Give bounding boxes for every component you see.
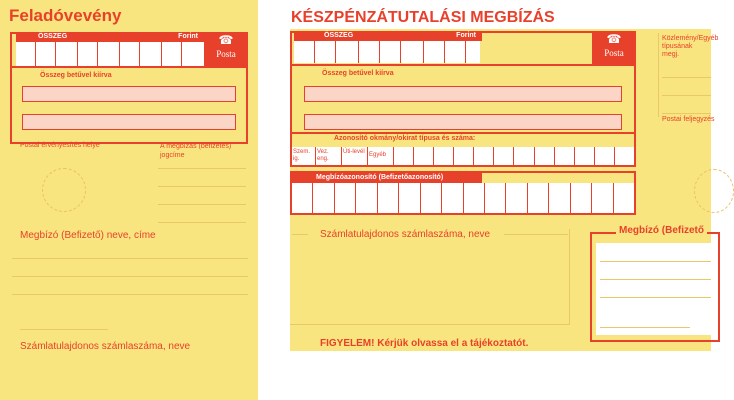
amount-digit-cell[interactable] [336, 41, 359, 63]
amount-digit-cell[interactable] [182, 42, 204, 66]
amount-digit-cell[interactable] [424, 41, 445, 63]
id-digit-cell[interactable] [555, 147, 575, 165]
payer-id-cells[interactable] [292, 183, 634, 213]
amount-digit-cell[interactable] [315, 41, 336, 63]
right-account-area [290, 229, 570, 325]
amount-digit-cell[interactable] [56, 42, 78, 66]
left-amount-divider [12, 66, 246, 68]
right-account-line-right [504, 234, 568, 235]
left-validation-label: Postai érvényesítés helye [20, 142, 100, 149]
right-amount-digit-cells[interactable] [294, 41, 594, 63]
left-jogcim-line [158, 168, 246, 169]
doc-type-egyeb[interactable]: Egyéb [368, 147, 394, 165]
amount-digit-cell[interactable] [359, 41, 380, 63]
amount-digit-cell[interactable] [162, 42, 182, 66]
amount-digit-cell[interactable] [466, 41, 480, 63]
amount-digit-cell[interactable] [36, 42, 56, 66]
posthorn-icon: ☎ [218, 33, 234, 47]
right-logo-text: Posta [604, 48, 624, 58]
amount-digit-cell[interactable] [294, 41, 315, 63]
id-digit-cell[interactable] [514, 147, 534, 165]
id-digit-cell[interactable] [454, 147, 474, 165]
right-account-label: Számlatulajdonos számlaszáma, neve [320, 229, 491, 240]
right-form-money-order [290, 29, 719, 351]
left-jogcim-line [158, 222, 246, 223]
right-posta-logo [592, 31, 636, 65]
left-stamp-circle [42, 168, 86, 212]
amount-digit-cell[interactable] [78, 42, 98, 66]
amount-digit-cell[interactable] [380, 41, 401, 63]
id-digit-cell[interactable] [595, 147, 615, 165]
right-kozlemeny-label: Közlemény/Egyéb típusának megj. [662, 35, 719, 58]
left-amount-words-field-1[interactable] [22, 86, 236, 102]
id-digit-cell[interactable] [535, 147, 555, 165]
left-jogcim-line [158, 204, 246, 205]
payer-id-cell[interactable] [313, 183, 334, 213]
left-posta-logo [204, 32, 248, 66]
amount-digit-cell[interactable] [445, 41, 466, 63]
right-id-doc-label: Azonosító okmány/okirat típusa és száma: [334, 135, 476, 142]
id-digit-cell[interactable] [615, 147, 634, 165]
payer-id-cell[interactable] [485, 183, 506, 213]
right-payer-line [600, 297, 711, 298]
right-forint-label: Forint [456, 32, 476, 39]
right-doc-type-row [292, 147, 634, 165]
right-form-title: KÉSZPÉNZÁTUTALÁSI MEGBÍZÁS [291, 9, 555, 26]
right-amount-words-field-1[interactable] [304, 86, 622, 102]
payer-id-cell[interactable] [378, 183, 399, 213]
left-betuvel-label: Összeg betűvel kiírva [40, 72, 112, 79]
payer-id-cell[interactable] [506, 183, 527, 213]
left-payer-line [12, 258, 248, 259]
left-osszeg-label: ÖSSZEG [38, 33, 68, 40]
right-amount-divider [292, 64, 634, 66]
right-amount-words-field-2[interactable] [304, 114, 622, 130]
right-kozlemeny-line [662, 77, 711, 78]
right-payer-id-header [292, 173, 482, 183]
amount-digit-cell[interactable] [120, 42, 140, 66]
id-digit-cell[interactable] [394, 147, 414, 165]
payer-id-cell[interactable] [592, 183, 613, 213]
payer-id-cell[interactable] [356, 183, 377, 213]
right-kozlemeny-line [662, 95, 711, 96]
right-osszeg-label: ÖSSZEG [324, 32, 354, 39]
doc-type-szemig[interactable]: Szem. ig. [292, 147, 316, 165]
left-jogcim-label: A megbízás (befizetés) jogcíme [160, 143, 232, 159]
payer-id-cell[interactable] [549, 183, 570, 213]
amount-digit-cell[interactable] [401, 41, 424, 63]
left-payer-label: Megbízó (Befizető) neve, címe [20, 230, 156, 241]
doc-type-utilevel[interactable]: Úti-levél [342, 147, 368, 165]
left-amount-digit-cells[interactable] [16, 42, 204, 66]
posthorn-icon: ☎ [606, 32, 622, 46]
amount-digit-cell[interactable] [98, 42, 120, 66]
right-betuvel-label: Összeg betűvel kiírva [322, 70, 394, 77]
left-payer-line [12, 276, 248, 277]
payer-id-cell[interactable] [442, 183, 463, 213]
right-payer-line [600, 327, 690, 328]
id-digit-cell[interactable] [434, 147, 454, 165]
right-kozlemeny-line [662, 113, 711, 114]
payer-id-cell[interactable] [464, 183, 485, 213]
payer-id-cell[interactable] [335, 183, 356, 213]
amount-digit-cell[interactable] [140, 42, 162, 66]
left-logo-text: Posta [216, 49, 236, 59]
right-osszeg-header [294, 31, 482, 41]
payer-id-cell[interactable] [421, 183, 442, 213]
payer-id-cell[interactable] [292, 183, 313, 213]
right-payer-line [600, 279, 711, 280]
right-payer-box-label: Megbízó (Befizető [616, 225, 707, 236]
doc-type-vezeng[interactable]: Vez. eng. [316, 147, 342, 165]
left-form-receipt [0, 0, 258, 400]
id-number-cells[interactable] [394, 147, 634, 165]
left-amount-words-field-2[interactable] [22, 114, 236, 130]
left-jogcim-line [158, 186, 246, 187]
left-form-title: Feladóvevény [9, 6, 122, 25]
right-account-line-left [292, 234, 308, 235]
right-payer-line [600, 261, 711, 262]
left-payer-line [12, 294, 248, 295]
id-digit-cell[interactable] [494, 147, 514, 165]
right-warning: FIGYELEM! Kérjük olvassa el a tájékoztatót. [320, 338, 529, 349]
id-digit-cell[interactable] [575, 147, 595, 165]
payer-id-cell[interactable] [399, 183, 420, 213]
right-payer-field[interactable] [596, 243, 711, 335]
left-account-label: Számlatulajdonos számlaszáma, neve [20, 341, 191, 352]
left-forint-label: Forint [178, 33, 198, 40]
payer-id-cell[interactable] [614, 183, 634, 213]
id-digit-cell[interactable] [414, 147, 434, 165]
left-account-line [20, 329, 108, 330]
payer-id-cell[interactable] [528, 183, 549, 213]
right-postai-label: Postai feljegyzés [662, 116, 715, 123]
right-payer-id-label: Megbízóazonosító (Befizetőazonosító) [316, 174, 444, 181]
left-osszeg-header [16, 32, 204, 42]
amount-digit-cell[interactable] [16, 42, 36, 66]
id-digit-cell[interactable] [474, 147, 494, 165]
right-stamp-circle [694, 169, 734, 213]
payer-id-cell[interactable] [571, 183, 592, 213]
